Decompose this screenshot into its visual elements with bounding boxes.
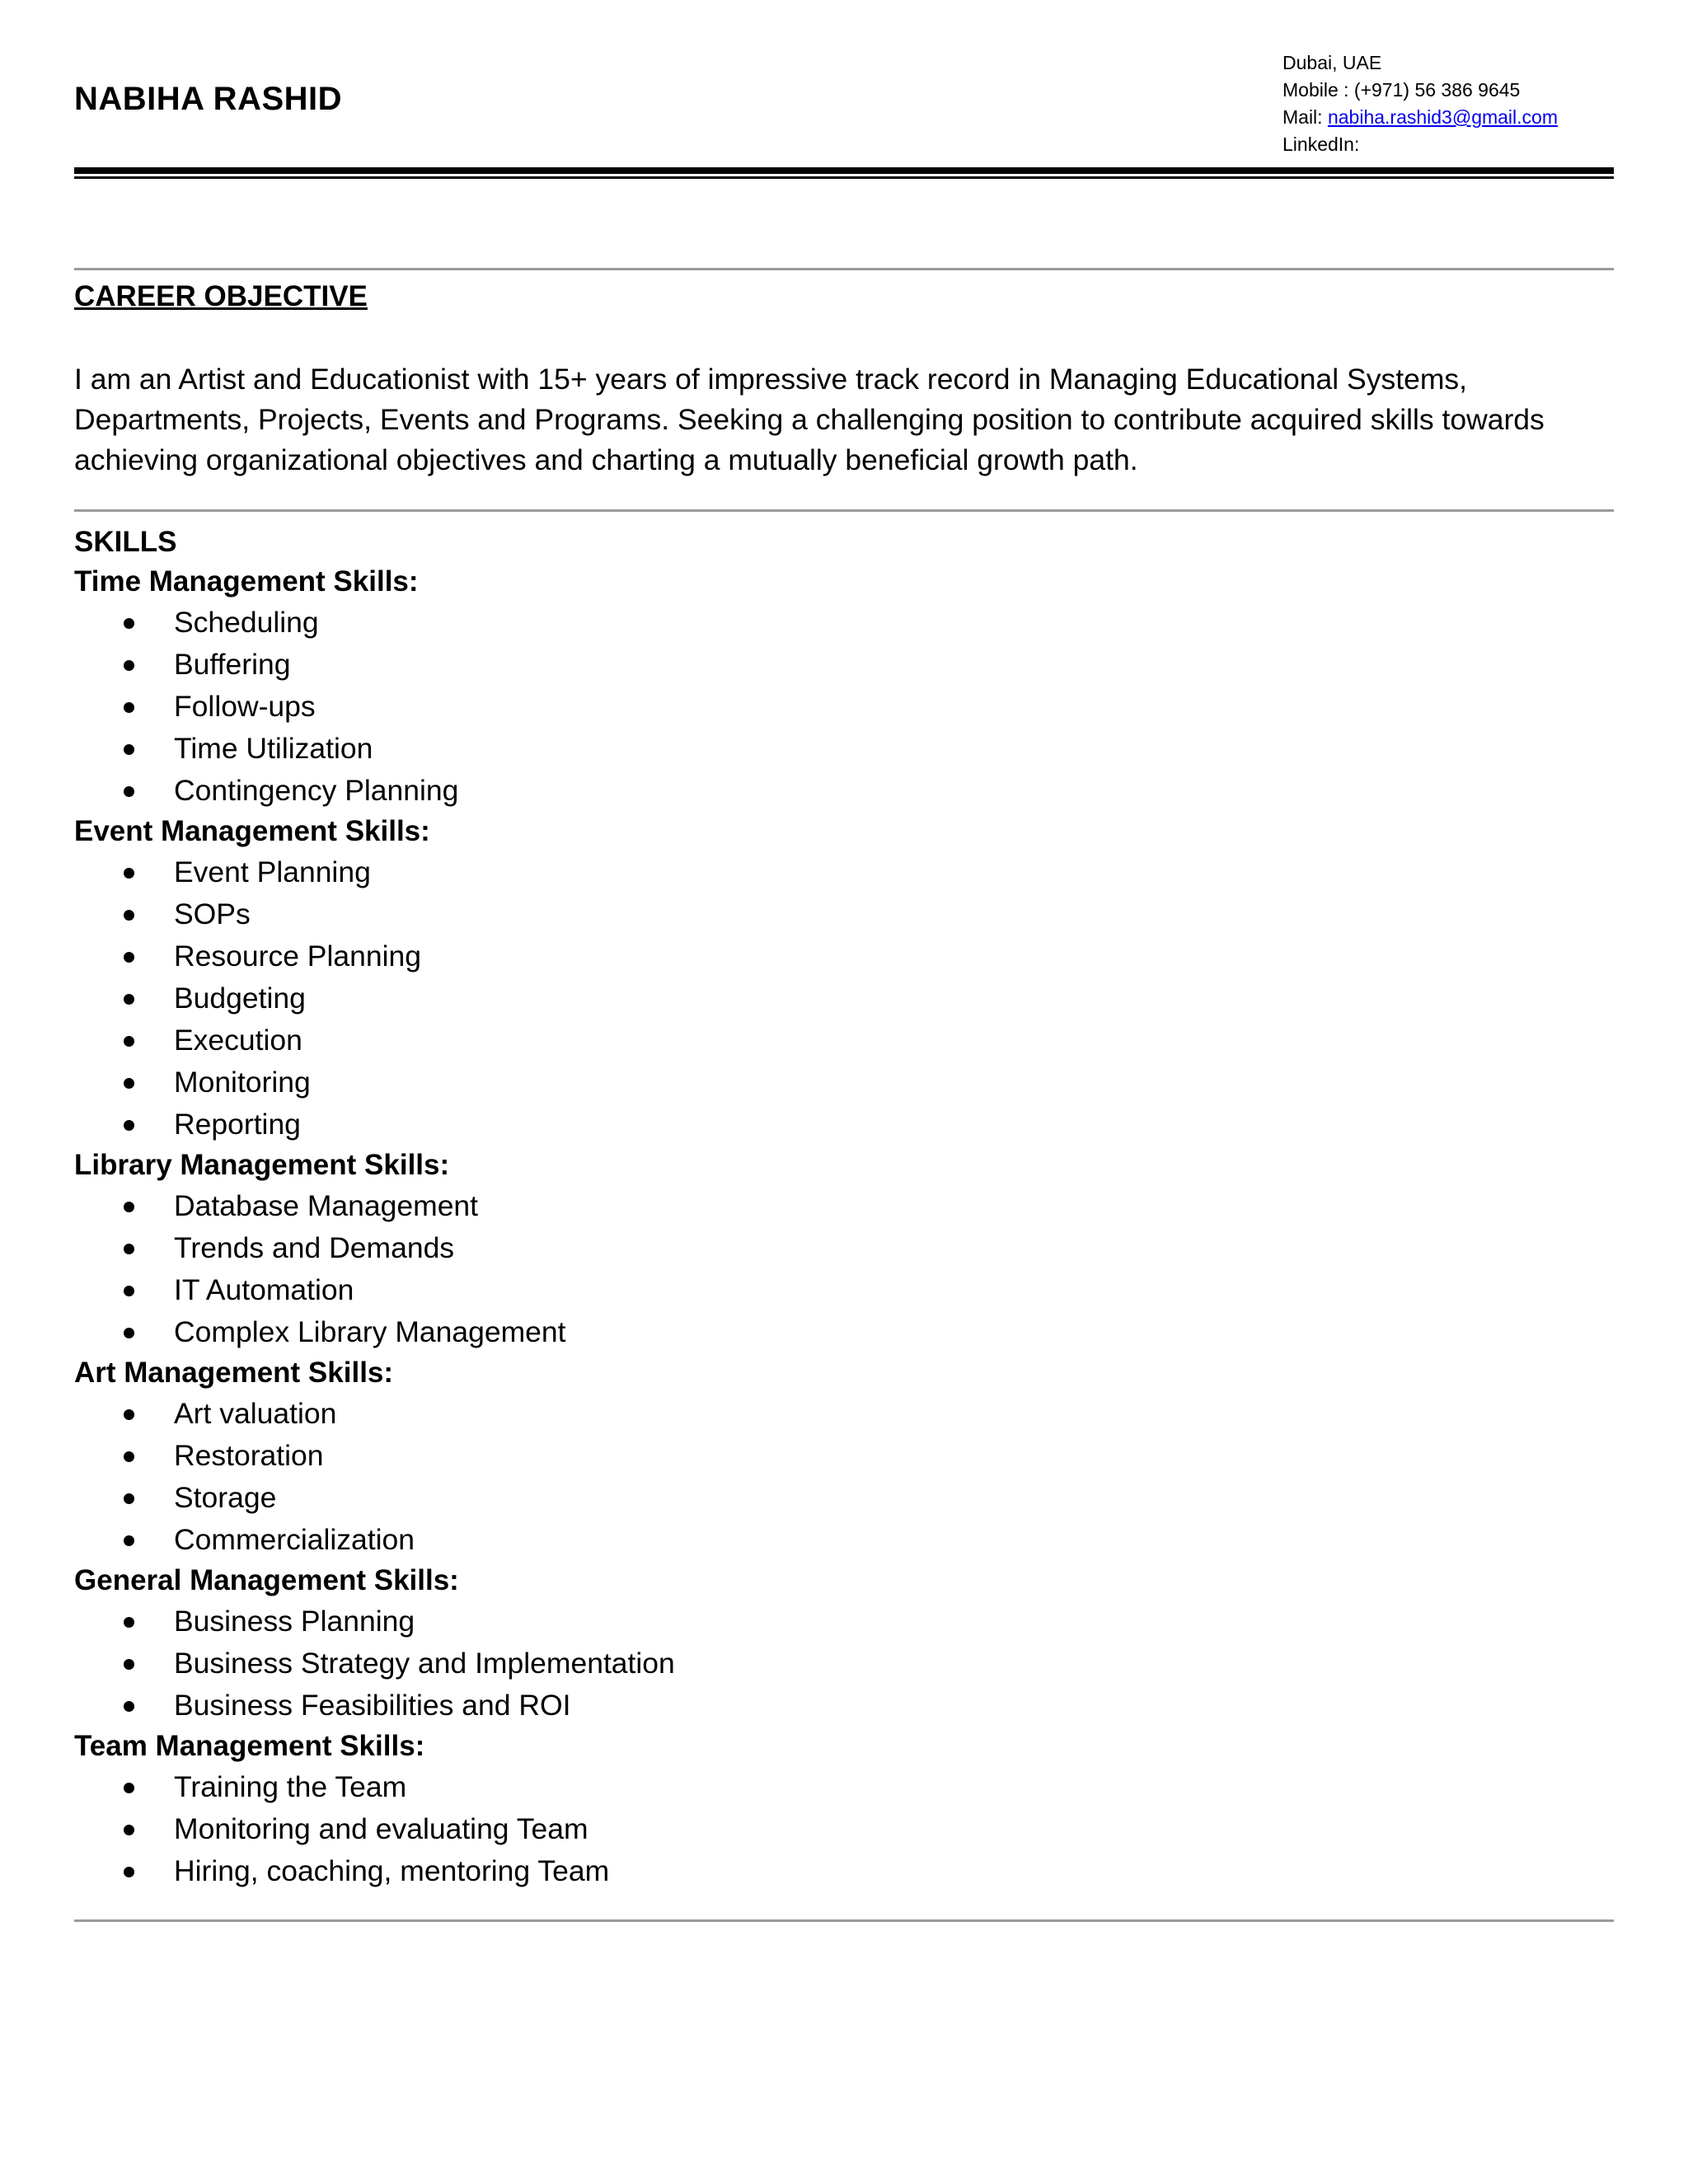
mail-line	[1282, 104, 1558, 131]
bullet-icon	[124, 702, 134, 713]
mobile-text: Mobile : (+971) 56 386 9645	[1282, 79, 1521, 101]
skill-item-text: Follow-ups	[174, 690, 316, 723]
skill-list-item	[74, 1850, 1146, 1892]
skill-list-item	[74, 1766, 1146, 1808]
bullet-icon	[124, 1659, 134, 1670]
bullet-icon	[124, 952, 134, 963]
skill-groups	[74, 562, 1146, 1892]
bullet-icon	[124, 1409, 134, 1420]
skill-group-title: General Management Skills:	[74, 1564, 459, 1596]
bullet-icon	[124, 786, 134, 797]
skill-list-item	[74, 851, 1146, 893]
skill-group-title: Team Management Skills:	[74, 1730, 425, 1762]
section-divider	[74, 509, 1614, 512]
bullet-icon	[124, 1078, 134, 1089]
bullet-icon	[124, 1244, 134, 1254]
skill-item-text: IT Automation	[174, 1273, 354, 1306]
skill-list-item	[74, 1643, 1146, 1685]
location-text: Dubai, UAE	[1282, 52, 1382, 73]
skill-item-text: Trends and Demands	[174, 1231, 455, 1264]
skill-list	[74, 1185, 1146, 1353]
header-divider-thick	[74, 167, 1614, 174]
bullet-icon	[124, 868, 134, 879]
bullet-icon	[124, 744, 134, 755]
skills-heading: SKILLS	[74, 526, 177, 558]
skill-list-item	[74, 935, 1146, 977]
skill-list-item	[74, 1311, 1146, 1353]
skill-item-text: Commercialization	[174, 1523, 415, 1556]
skill-list-item	[74, 1808, 1146, 1850]
skill-list-item	[74, 1019, 1146, 1062]
bullet-icon	[124, 1036, 134, 1047]
linkedin-label: LinkedIn:	[1282, 134, 1360, 155]
bullet-icon	[124, 1825, 134, 1835]
bullet-icon	[124, 1701, 134, 1712]
skill-group-title: Time Management Skills:	[74, 565, 419, 598]
bullet-icon	[124, 1617, 134, 1628]
skill-list-item	[74, 1185, 1146, 1227]
skill-item-text: Budgeting	[174, 982, 306, 1015]
skill-list-item	[74, 602, 1146, 644]
skill-group-title: Library Management Skills:	[74, 1149, 450, 1181]
bullet-icon	[124, 1783, 134, 1793]
skill-list-item	[74, 1477, 1146, 1519]
skill-list-item	[74, 893, 1146, 935]
skill-list-item	[74, 1062, 1146, 1104]
skill-item-text: Reporting	[174, 1108, 301, 1141]
bullet-icon	[124, 1328, 134, 1338]
bullet-icon	[124, 1202, 134, 1212]
skill-item-text: Monitoring and evaluating Team	[174, 1812, 588, 1845]
bullet-icon	[124, 1867, 134, 1877]
skill-item-text: Business Strategy and Implementation	[174, 1647, 675, 1680]
header-divider-thin	[74, 176, 1614, 179]
bullet-icon	[124, 1286, 134, 1296]
section-divider	[74, 1919, 1614, 1922]
skill-list-item	[74, 1519, 1146, 1561]
skill-item-text: Art valuation	[174, 1397, 337, 1430]
email-link[interactable]: nabiha.rashid3@gmail.com	[1327, 106, 1558, 128]
skill-item-text: Scheduling	[174, 606, 319, 639]
skill-list	[74, 1393, 1146, 1561]
mail-label: Mail:	[1282, 106, 1323, 128]
skill-list-item	[74, 728, 1146, 770]
skill-list	[74, 1601, 1146, 1727]
skill-list-item	[74, 770, 1146, 812]
skill-list-item	[74, 1104, 1146, 1146]
bullet-icon	[124, 1493, 134, 1504]
skill-list-item	[74, 686, 1146, 728]
skill-item-text: Business Planning	[174, 1605, 415, 1638]
skill-item-text: Complex Library Management	[174, 1315, 566, 1348]
career-objective-heading: CAREER OBJECTIVE	[74, 280, 368, 312]
skill-item-text: Execution	[174, 1024, 302, 1057]
skill-list-item	[74, 1435, 1146, 1477]
skill-list-item	[74, 1601, 1146, 1643]
skill-item-text: Monitoring	[174, 1066, 311, 1099]
contact-block	[1282, 49, 1558, 158]
skill-list-item	[74, 1685, 1146, 1727]
skill-list	[74, 851, 1146, 1146]
skill-group-title: Event Management Skills:	[74, 815, 430, 847]
skill-item-text: SOPs	[174, 898, 251, 930]
skill-item-text: Resource Planning	[174, 940, 421, 972]
skill-list-item	[74, 644, 1146, 686]
skill-item-text: Event Planning	[174, 855, 371, 888]
bullet-icon	[124, 660, 134, 671]
career-objective-text: I am an Artist and Educationist with 15+ years of impressive track record in Managing Educational Systems, Departments, Projects, Events and Programs. Seeking a challenging position to contribute acquired skills towards achieving organizational objectives and charting a mutually beneficial growth path.	[74, 363, 1545, 476]
skill-item-text: Database Management	[174, 1189, 479, 1222]
skill-item-text: Buffering	[174, 648, 291, 681]
skill-list-item	[74, 1269, 1146, 1311]
skill-item-text: Time Utilization	[174, 732, 373, 765]
skill-item-text: Business Feasibilities and ROI	[174, 1689, 571, 1722]
skill-item-text: Contingency Planning	[174, 774, 459, 807]
skill-item-text: Restoration	[174, 1439, 324, 1472]
candidate-name: NABIHA RASHID	[74, 81, 343, 117]
bullet-icon	[124, 1120, 134, 1131]
skill-group-title: Art Management Skills:	[74, 1357, 394, 1389]
skill-item-text: Storage	[174, 1481, 277, 1514]
skill-list-item	[74, 1393, 1146, 1435]
bullet-icon	[124, 618, 134, 629]
bullet-icon	[124, 1535, 134, 1546]
skill-list	[74, 1766, 1146, 1892]
skill-list-item	[74, 1227, 1146, 1269]
bullet-icon	[124, 994, 134, 1005]
skill-list-item	[74, 977, 1146, 1019]
skills-section	[74, 523, 1146, 1892]
section-divider	[74, 268, 1614, 270]
skill-list	[74, 602, 1146, 812]
skill-item-text: Training the Team	[174, 1770, 407, 1803]
skill-item-text: Hiring, coaching, mentoring Team	[174, 1854, 610, 1887]
bullet-icon	[124, 1451, 134, 1462]
bullet-icon	[124, 910, 134, 921]
